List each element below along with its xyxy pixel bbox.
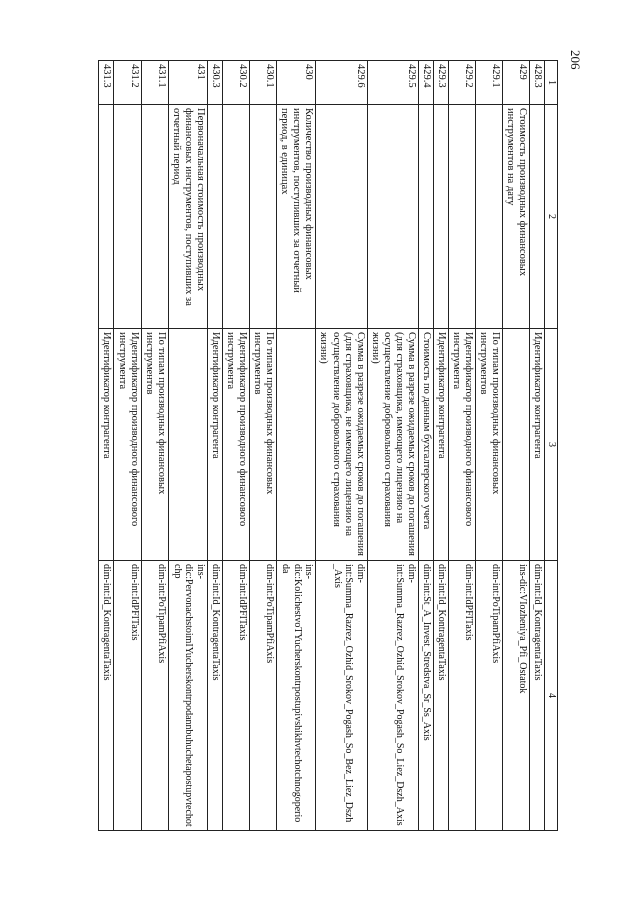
row-number-cell: 428.3 [530,61,545,105]
code-cell: dim-int:Id_KontragentaTaxis [207,561,222,831]
indicator-name-cell [141,105,168,329]
table-row [418,61,433,831]
indicator-name-cell [530,105,545,329]
dimension-name-cell [277,329,316,561]
indicator-name-cell [434,105,449,329]
table-row [530,61,545,831]
table-row [114,61,141,831]
code-cell: ins-dic:VIozheniya_Pfi_Ostatok [503,561,530,831]
row-number-cell: 429.2 [449,61,476,105]
table-header-row [545,61,558,831]
dimension-name-cell: Идентификатор контрагента [207,329,222,561]
row-number-cell: 431 [168,61,207,105]
table-row [449,61,476,831]
row-number-cell: 430.3 [207,61,222,105]
row-number-cell: 431.3 [99,61,114,105]
dimension-name-cell: По типам производных финансовых инструментов [250,329,277,561]
table-row [476,61,503,831]
code-cell: dim-int:IdPFITaxis [449,561,476,831]
dimension-name-cell: Идентификатор контрагента [530,329,545,561]
code-cell: dim-int:Summa_Razrez_Ozhid_Srokov_Pogash_So_Liez_Dszh_Axis [367,561,418,831]
dimension-name-cell: Сумма в разрезе ожидаемых сроков до погашения (для страховщика, не имеющего лицензию на осуществление добровольного страхования жизни) [316,329,367,561]
code-cell: ins-dic:PervonachstoimIYucherskontrpodannbuhuchetapostupvtechotchp [168,561,207,831]
table-row [141,61,168,831]
code-cell: dim-int:IdPFITaxis [114,561,141,831]
indicator-name-cell: Количество производных финансовых инструментов, поступивших за отчетный период, в единицах [277,105,316,329]
row-number-cell: 429 [503,61,530,105]
row-number-cell: 429.6 [316,61,367,105]
dimension-name-cell: По типам производных финансовых инструментов [141,329,168,561]
dimension-name-cell: Идентификатор контрагента [99,329,114,561]
table-row [168,61,207,831]
indicator-name-cell: Первоначальная стоимость производных финансовых инструментов, поступивших за отчетный период [168,105,207,329]
table-row [367,61,418,831]
indicator-name-cell [250,105,277,329]
table-row [503,61,530,831]
dimension-name-cell: Стоимость по данным бухгалтерского учета [418,329,433,561]
indicator-name-cell [207,105,222,329]
table-row [316,61,367,831]
header-cell-4: 4 [545,561,558,831]
indicator-name-cell: Стоимость производных финансовых инструментов на дату [503,105,530,329]
indicator-name-cell [114,105,141,329]
code-cell: dim-int:St_A_Invest_Stredstva_Sr_Ss_Axis [418,561,433,831]
table-row [250,61,277,831]
indicator-name-cell [316,105,367,329]
code-cell: ins-dic:KolichestvoTYucherskontrpostupivshikhvtechotchnogoperioda [277,561,316,831]
row-number-cell: 431.2 [114,61,141,105]
row-number-cell: 430.2 [223,61,250,105]
indicator-name-cell [223,105,250,329]
rotated-table-container [88,60,558,830]
table-row [277,61,316,831]
code-cell: dim-int:PoTipamPfiAxis [141,561,168,831]
row-number-cell: 429.5 [367,61,418,105]
dimension-name-cell: По типам производных финансовых инструментов [476,329,503,561]
indicator-name-cell [418,105,433,329]
dimension-name-cell: Идентификатор контрагента [434,329,449,561]
code-cell: dim-int:Id_KontragentaTaxis [99,561,114,831]
table-row [99,61,114,831]
dimension-name-cell: Идентификатор производного финансового инструмента [223,329,250,561]
data-table [98,60,558,831]
indicator-name-cell [449,105,476,329]
dimension-name-cell [503,329,530,561]
dimension-name-cell: Идентификатор производного финансового инструмента [114,329,141,561]
row-number-cell: 430 [277,61,316,105]
page-number: 206 [568,50,583,70]
indicator-name-cell [476,105,503,329]
code-cell: dim-int:Id_KontragentaTaxis [530,561,545,831]
code-cell: dim-int:IdPFITaxis [223,561,250,831]
header-cell-1: 1 [545,61,558,105]
row-number-cell: 429.3 [434,61,449,105]
header-cell-3: 3 [545,329,558,561]
row-number-cell: 430.1 [250,61,277,105]
header-cell-2: 2 [545,105,558,329]
code-cell: dim-int:Summa_Razrez_Ozhid_Srokov_Pogash_So_Bez_Liez_Dszh_Axis [316,561,367,831]
dimension-name-cell: Сумма в разрезе ожидаемых сроков до погашения (для страховщика, имеющего лицензию на осуществление добровольного страхования жизни) [367,329,418,561]
table-row [434,61,449,831]
indicator-name-cell [99,105,114,329]
table-row [223,61,250,831]
row-number-cell: 429.4 [418,61,433,105]
indicator-name-cell [367,105,418,329]
row-number-cell: 429.1 [476,61,503,105]
table-row [207,61,222,831]
code-cell: dim-int:PoTipamPfiAxis [476,561,503,831]
code-cell: dim-int:Id_KontragentaTaxis [434,561,449,831]
dimension-name-cell [168,329,207,561]
row-number-cell: 431.1 [141,61,168,105]
dimension-name-cell: Идентификатор производного финансового инструмента [449,329,476,561]
code-cell: dim-int:PoTipamPfiAxis [250,561,277,831]
